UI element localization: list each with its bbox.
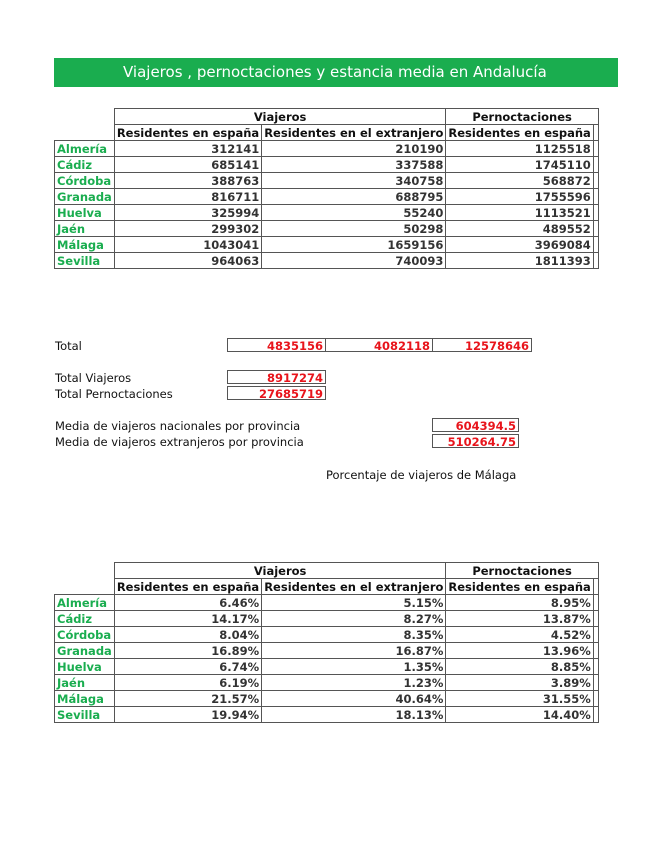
header-col-pernoct-espana: Residentes en españa xyxy=(446,125,593,141)
viajeros-row xyxy=(55,173,599,189)
porcentaje-cell-v1: 21.57% xyxy=(114,691,261,707)
porcentaje-cell-v3: 8.85% xyxy=(446,659,593,675)
pct-header-col-pernoct-espana: Residentes en españa xyxy=(446,579,593,595)
porcentaje-cell-v1: 6.19% xyxy=(114,675,261,691)
viajeros-cell-v1: 964063 xyxy=(114,253,261,269)
viajeros-cell-v2: 1659156 xyxy=(262,237,446,253)
porcentaje-cell-v3: 13.96% xyxy=(446,643,593,659)
header-viajeros: Viajeros xyxy=(114,109,446,125)
header-pernoctaciones: Pernoctaciones xyxy=(446,109,598,125)
viajeros-cell-name: Granada xyxy=(55,189,115,205)
viajeros-cell-v2: 340758 xyxy=(262,173,446,189)
porcentaje-cell-v3: 3.89% xyxy=(446,675,593,691)
viajeros-cell-v3: 1755596 xyxy=(446,189,593,205)
porcentaje-cell-v3: 13.87% xyxy=(446,611,593,627)
porcentaje-cell-v1: 14.17% xyxy=(114,611,261,627)
viajeros-cell-name: Jaén xyxy=(55,221,115,237)
porcentaje-cell-v2: 8.35% xyxy=(262,627,446,643)
porcentaje-cell-v1: 8.04% xyxy=(114,627,261,643)
viajeros-cell-v3: 568872 xyxy=(446,173,593,189)
pct-header-viajeros: Viajeros xyxy=(114,563,446,579)
viajeros-cell-name: Huelva xyxy=(55,205,115,221)
porcentaje-row xyxy=(55,643,599,659)
header-col-residentes-extranjero: Residentes en el extranjero xyxy=(262,125,446,141)
porcentaje-row xyxy=(55,627,599,643)
media-extranjeros-label: Media de viajeros extranjeros por provincia xyxy=(55,435,304,449)
viajeros-row xyxy=(55,221,599,237)
viajeros-cell-v3: 1745110 xyxy=(446,157,593,173)
viajeros-cell-v2: 210190 xyxy=(262,141,446,157)
pct-header-col-residentes-espana: Residentes en españa xyxy=(114,579,261,595)
porcentaje-cell-name: Jaén xyxy=(55,675,115,691)
viajeros-cell-v3: 1113521 xyxy=(446,205,593,221)
porcentaje-row xyxy=(55,675,599,691)
porcentaje-cell-name: Sevilla xyxy=(55,707,115,723)
porcentaje-cell-v2: 5.15% xyxy=(262,595,446,611)
porcentaje-row xyxy=(55,611,599,627)
viajeros-cell-v2: 337588 xyxy=(262,157,446,173)
viajeros-cell-v1: 1043041 xyxy=(114,237,261,253)
porcentaje-cell-v2: 40.64% xyxy=(262,691,446,707)
viajeros-cell-v2: 740093 xyxy=(262,253,446,269)
porcentaje-cell-v2: 1.23% xyxy=(262,675,446,691)
viajeros-cell-v1: 388763 xyxy=(114,173,261,189)
porcentaje-cell-v3: 8.95% xyxy=(446,595,593,611)
porcentaje-row xyxy=(55,707,599,723)
sheet-title-bar xyxy=(54,58,618,87)
total-v1: 4835156 xyxy=(227,338,326,352)
viajeros-row xyxy=(55,141,599,157)
porcentaje-cell-v3: 14.40% xyxy=(446,707,593,723)
viajeros-cell-v3: 1811393 xyxy=(446,253,593,269)
porcentaje-cell-v2: 16.87% xyxy=(262,643,446,659)
viajeros-cell-name: Málaga xyxy=(55,237,115,253)
viajeros-cell-name: Almería xyxy=(55,141,115,157)
porcentaje-cell-name: Córdoba xyxy=(55,627,115,643)
porcentaje-cell-name: Almería xyxy=(55,595,115,611)
porcentaje-cell-v1: 6.46% xyxy=(114,595,261,611)
porcentaje-clip xyxy=(0,467,518,483)
porcentaje-cell-v1: 16.89% xyxy=(114,643,261,659)
viajeros-row xyxy=(55,253,599,269)
viajeros-cell-name: Sevilla xyxy=(55,253,115,269)
porcentaje-table-clip xyxy=(0,562,591,762)
header-col-residentes-espana: Residentes en españa xyxy=(114,125,261,141)
viajeros-cell-v1: 312141 xyxy=(114,141,261,157)
viajeros-cell-name: Córdoba xyxy=(55,173,115,189)
total-viajeros-label: Total Viajeros xyxy=(55,371,132,385)
viajeros-cell-v1: 299302 xyxy=(114,221,261,237)
porcentaje-cell-name: Cádiz xyxy=(55,611,115,627)
media-nacionales-label: Media de viajeros nacionales por provincia xyxy=(55,419,301,433)
porcentaje-cell-v2: 1.35% xyxy=(262,659,446,675)
porcentaje-table xyxy=(54,562,599,723)
viajeros-cell-v2: 50298 xyxy=(262,221,446,237)
viajeros-row xyxy=(55,189,599,205)
porcentaje-cell-name: Granada xyxy=(55,643,115,659)
viajeros-row xyxy=(55,237,599,253)
porcentaje-cell-v2: 18.13% xyxy=(262,707,446,723)
total-row-clip xyxy=(0,338,529,355)
porcentaje-cell-v3: 31.55% xyxy=(446,691,593,707)
media-extranjeros-value: 510264.75 xyxy=(432,434,519,448)
porcentaje-cell-name: Málaga xyxy=(55,691,115,707)
total-v2: 4082118 xyxy=(325,338,433,352)
viajeros-cell-v3: 1125518 xyxy=(446,141,593,157)
viajeros-cell-name: Cádiz xyxy=(55,157,115,173)
total-pernoctaciones-value: 27685719 xyxy=(227,386,326,400)
total-v3: 12578646 xyxy=(432,338,532,352)
porcentaje-cell-v2: 8.27% xyxy=(262,611,446,627)
viajeros-row xyxy=(55,205,599,221)
porcentaje-cell-v1: 19.94% xyxy=(114,707,261,723)
viajeros-cell-v1: 685141 xyxy=(114,157,261,173)
porcentaje-row xyxy=(55,691,599,707)
porcentaje-cell-v3: 4.52% xyxy=(446,627,593,643)
pct-header-col-residentes-extranjero: Residentes en el extranjero xyxy=(262,579,446,595)
porcentaje-cell-v1: 6.74% xyxy=(114,659,261,675)
total-label: Total xyxy=(55,339,82,353)
viajeros-cell-v1: 816711 xyxy=(114,189,261,205)
porcentaje-row xyxy=(55,595,599,611)
media-nacionales-value: 604394.5 xyxy=(432,418,519,432)
viajeros-row xyxy=(55,157,599,173)
porcentaje-row xyxy=(55,659,599,675)
viajeros-cell-v1: 325994 xyxy=(114,205,261,221)
viajeros-table-clip xyxy=(0,108,591,308)
total-viajeros-value: 8917274 xyxy=(227,370,326,384)
viajeros-cell-v2: 55240 xyxy=(262,205,446,221)
porcentaje-cell-name: Huelva xyxy=(55,659,115,675)
viajeros-cell-v2: 688795 xyxy=(262,189,446,205)
pct-header-pernoctaciones: Pernoctaciones xyxy=(446,563,598,579)
total-pernoctaciones-label: Total Pernoctaciones xyxy=(55,387,173,401)
viajeros-cell-v3: 3969084 xyxy=(446,237,593,253)
porcentaje-label: Porcentaje de viajeros de Málaga xyxy=(326,468,517,482)
viajeros-cell-v3: 489552 xyxy=(446,221,593,237)
viajeros-table xyxy=(54,108,599,269)
sheet-title: Viajeros , pernoctaciones y estancia media en Andalucía xyxy=(123,63,547,81)
